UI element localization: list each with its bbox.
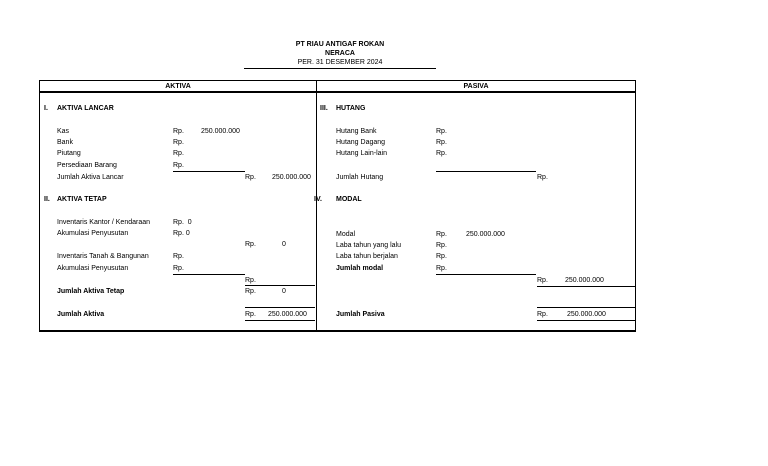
section-title-modal: MODAL: [336, 196, 362, 203]
table-right-border: [635, 80, 636, 332]
total-rp: Rp.: [245, 288, 256, 295]
grand-total-label-pasiva: Jumlah Pasiva: [336, 311, 385, 318]
row-value: 250.000.000: [466, 231, 505, 238]
section-number: II.: [44, 196, 50, 203]
row-label: Hutang Lain-lain: [336, 150, 387, 157]
subtotal-line: [173, 171, 245, 172]
total-label-aktiva-tetap: Jumlah Aktiva Tetap: [57, 288, 125, 295]
row-label: Bank: [57, 139, 73, 146]
total-label-modal: Jumlah modal: [336, 265, 384, 272]
row-label: Kas: [57, 128, 70, 135]
row-label: Inventaris Tanah & Bangunan: [57, 253, 149, 260]
row-label: Laba tahun berjalan: [336, 253, 398, 260]
column-header-pasiva: PASIVA: [463, 83, 489, 90]
subtotal-line: [537, 286, 635, 287]
section-number: IV.: [314, 196, 322, 203]
row-rp: Rp.: [436, 253, 447, 260]
net-value: 0: [282, 241, 286, 248]
grand-total-value-pasiva: 250.000.000: [567, 311, 606, 318]
total-rp: Rp.: [537, 174, 548, 181]
row-label: Piutang: [57, 150, 81, 157]
section-title-aktiva-lancar: AKTIVA LANCAR: [57, 105, 114, 112]
row-rp: Rp.: [436, 242, 447, 249]
row-rp: Rp.: [436, 231, 447, 238]
total-rp: Rp.: [245, 174, 256, 181]
row-rp: Rp.: [436, 128, 447, 135]
grand-total-bottom-line: [537, 320, 635, 321]
row-value: Rp. 0: [173, 219, 192, 226]
total-value-aktiva-lancar: 250.000.000: [272, 174, 311, 181]
total-value-modal: 250.000.000: [565, 277, 604, 284]
row-label: Inventaris Kantor / Kendaraan: [57, 219, 151, 226]
section-title-hutang: HUTANG: [336, 105, 366, 112]
total-label-hutang: Jumlah Hutang: [336, 174, 384, 181]
company-name: PT RIAU ANTIGAF ROKAN: [295, 41, 385, 48]
row-value: 250.000.000: [201, 128, 240, 135]
section-title-aktiva-tetap: AKTIVA TETAP: [57, 196, 107, 203]
report-title: NERACA: [325, 50, 355, 57]
grand-total-top-line: [245, 307, 315, 308]
row-label: Modal: [336, 231, 356, 238]
subtotal-line: [173, 274, 245, 275]
total-value-aktiva-tetap: 0: [282, 288, 286, 295]
grand-total-rp: Rp.: [537, 311, 548, 318]
report-period: PER. 31 DESEMBER 2024: [297, 59, 383, 66]
section-number: I.: [44, 105, 48, 112]
net-rp: Rp.: [245, 241, 256, 248]
column-header-aktiva: AKTIVA: [165, 83, 191, 90]
table-left-border: [39, 80, 40, 332]
grand-total-label-aktiva: Jumlah Aktiva: [57, 311, 105, 318]
section-number: III.: [320, 105, 328, 112]
row-rp: Rp.: [436, 139, 447, 146]
row-rp: Rp.: [436, 150, 447, 157]
total-label-aktiva-lancar: Jumlah Aktiva Lancar: [57, 174, 124, 181]
row-rp: Rp.: [173, 162, 184, 169]
table-middle-divider: [316, 80, 317, 332]
total-rp: Rp.: [436, 265, 447, 272]
table-header-border: [39, 91, 636, 93]
row-label: Akumulasi Penyusutan: [57, 265, 129, 272]
table-top-border: [39, 80, 636, 81]
row-rp: Rp.: [173, 265, 184, 272]
table-bottom-border: [39, 330, 636, 332]
total-rp: Rp.: [537, 277, 548, 284]
net-rp: Rp.: [245, 277, 256, 284]
grand-total-bottom-line: [245, 320, 315, 321]
row-rp: Rp.: [173, 128, 184, 135]
row-label: Hutang Dagang: [336, 139, 386, 146]
subtotal-line: [436, 274, 536, 275]
row-rp: Rp.: [173, 150, 184, 157]
row-label: Laba tahun yang lalu: [336, 242, 401, 249]
row-label: Akumulasi Penyusutan: [57, 230, 129, 237]
grand-total-top-line: [537, 307, 635, 308]
header-underline: [244, 68, 436, 69]
subtotal-line: [245, 285, 315, 286]
row-label: Hutang Bank: [336, 128, 377, 135]
subtotal-line: [436, 171, 536, 172]
row-value: Rp. 0: [173, 230, 190, 237]
grand-total-rp: Rp.: [245, 311, 256, 318]
row-rp: Rp.: [173, 139, 184, 146]
row-label: Persediaan Barang: [57, 162, 117, 169]
row-rp: Rp.: [173, 253, 184, 260]
grand-total-value-aktiva: 250.000.000: [268, 311, 307, 318]
